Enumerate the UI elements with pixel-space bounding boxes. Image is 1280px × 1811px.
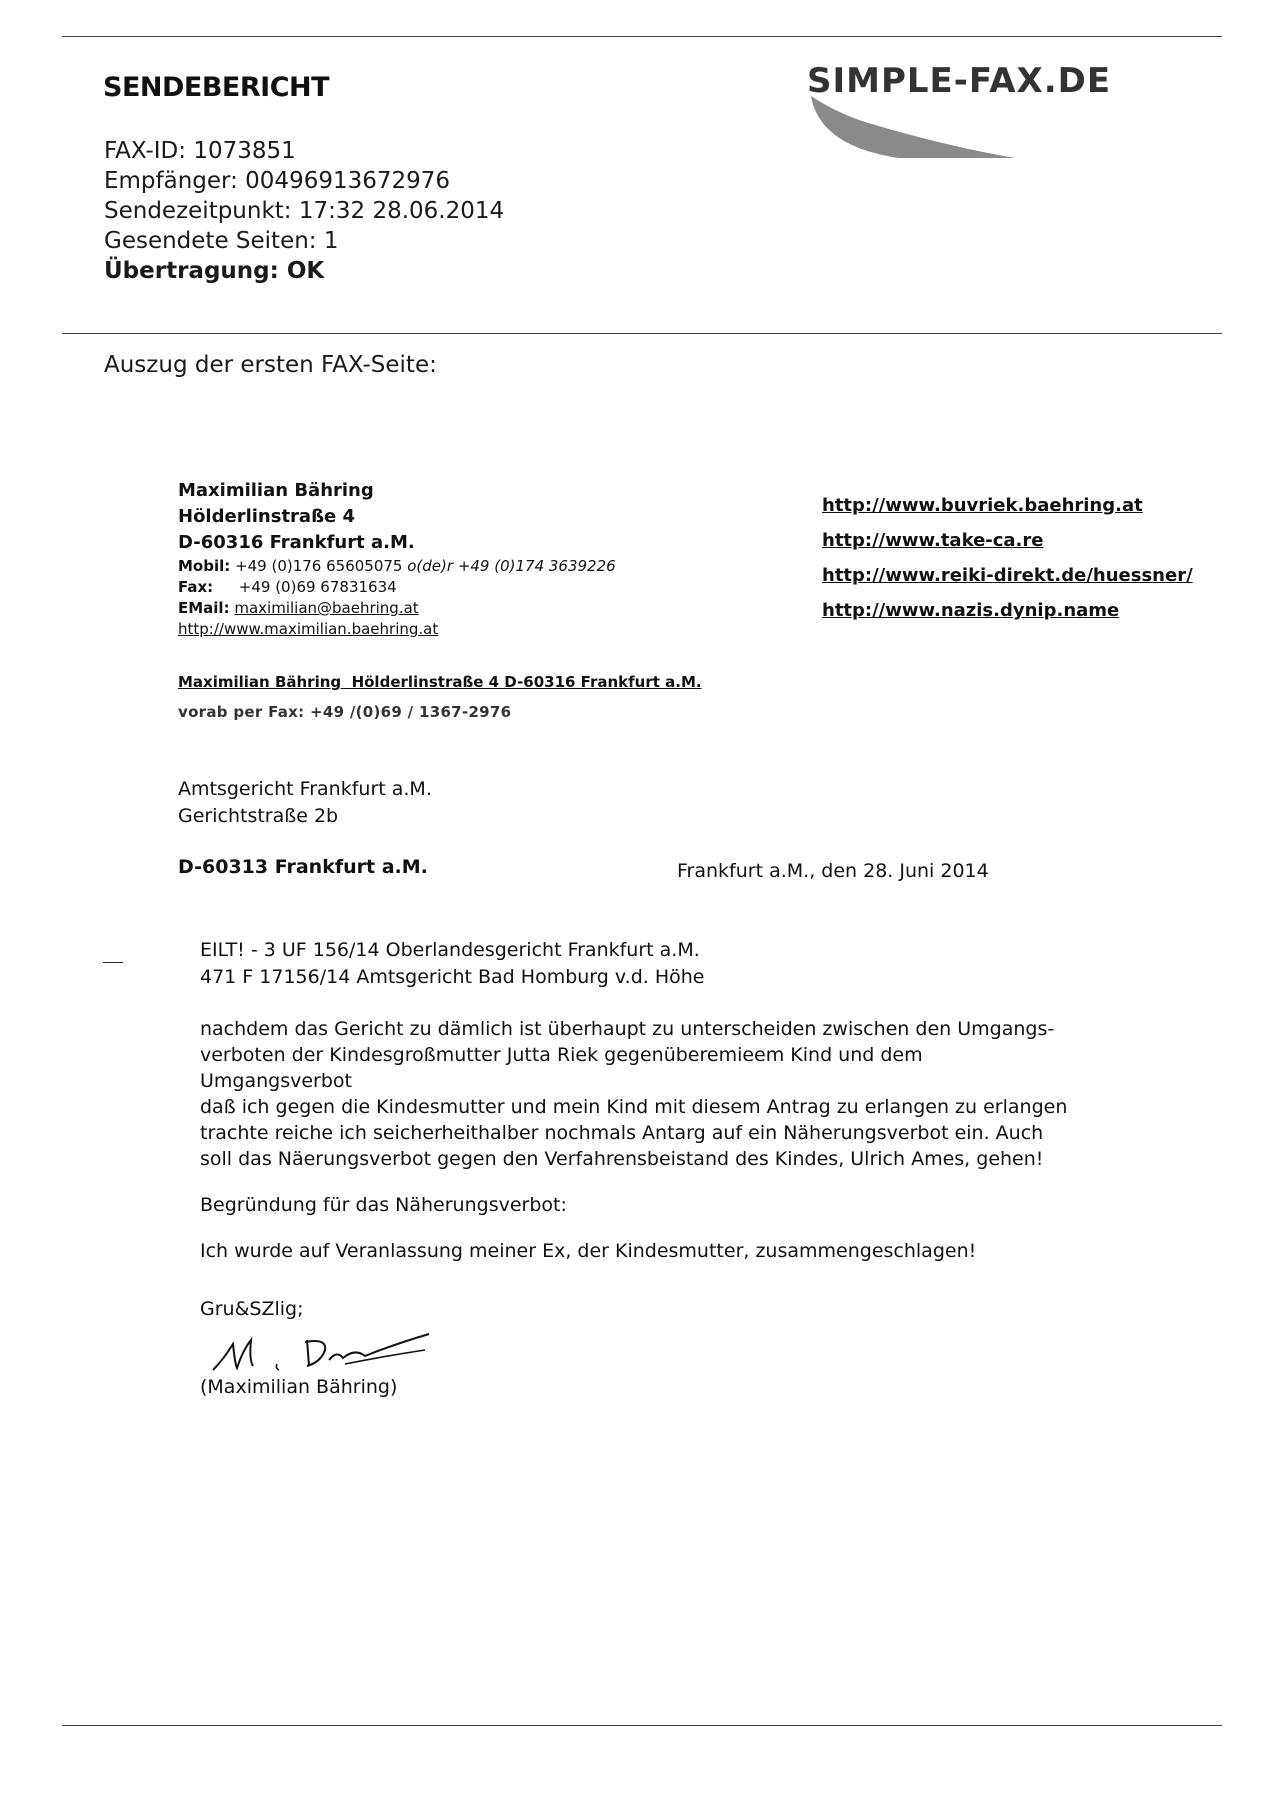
recipient-address [178, 776, 432, 830]
report-title: SENDEBERICHT [103, 72, 330, 103]
email-link[interactable]: maximilian@baehring.at [234, 599, 419, 617]
link-list [822, 488, 1193, 628]
sender-website-link[interactable]: http://www.maximilian.baehring.at [178, 620, 439, 638]
reference-line-1: EILT! - 3 UF 156/14 Oberlandesgericht Frankfurt a.M. [200, 939, 700, 961]
report-meta [104, 136, 504, 286]
paragraph-3: Ich wurde auf Veranlassung meiner Ex, der Kindesmutter, zusammengeschlagen! [200, 1240, 977, 1262]
link-reiki[interactable]: http://www.reiki-direkt.de/huessner/ [822, 565, 1193, 586]
letter-date: Frankfurt a.M., den 28. Juni 2014 [677, 860, 989, 882]
sender-block [178, 478, 415, 556]
fold-mark [103, 962, 123, 963]
email-line: EMail: maximilian@baehring.at [178, 599, 419, 617]
link-take-care[interactable]: http://www.take-ca.re [822, 530, 1044, 551]
closing-line: Gru&SZlig; [200, 1298, 304, 1320]
sender-contact [178, 556, 616, 640]
return-address: Maximilian Bähring Hölderlinstraße 4 D-60316 Frankfurt a.M. [178, 673, 702, 691]
transmission-status: Übertragung: OK [104, 258, 325, 284]
letter-body [200, 1016, 1080, 1284]
paragraph-1: nachdem das Gericht zu dämlich ist überhaupt zu unterscheiden zwischen den Umgangs- verboten der Kindesgroßmutter Jutta Riek gegenüberemieem Kind und dem Umgangsverbot daß ich gegen die Kindesmutter und mein Kind mit diesem Antrag zu erlangen zu erlangen trachte reiche ich seicherheithalber nochmals Antarg auf ein Näherungsverbot ein. Auch soll das Näerungsverbot gegen den Verfahrensbeistand des Kindes, Ulrich Ames, gehen! [200, 1018, 1068, 1170]
logo-swoosh [811, 96, 1015, 158]
simple-fax-logo [805, 58, 1225, 158]
pages-sent: Gesendete Seiten: 1 [104, 228, 339, 254]
link-buvriek[interactable]: http://www.buvriek.baehring.at [822, 495, 1143, 516]
recipient-number: Empfänger: 00496913672976 [104, 168, 451, 194]
vorab-fax-line: vorab per Fax: +49 /(0)69 / 1367-2976 [178, 703, 512, 721]
link-nazis[interactable]: http://www.nazis.dynip.name [822, 600, 1120, 621]
paragraph-2: Begründung für das Näherungsverbot: [200, 1194, 567, 1216]
middle-rule [62, 333, 1222, 334]
recipient-name: Amtsgericht Frankfurt a.M. [178, 778, 432, 800]
sender-name: Maximilian Bähring [178, 480, 374, 501]
fax-id: FAX-ID: 1073851 [104, 138, 296, 164]
bottom-rule [62, 1725, 1222, 1726]
reference-lines [200, 937, 704, 991]
fax-line: Fax: +49 (0)69 67831634 [178, 578, 397, 596]
excerpt-heading: Auszug der ersten FAX-Seite: [104, 352, 437, 378]
send-time: Sendezeitpunkt: 17:32 28.06.2014 [104, 198, 505, 224]
sender-city: D-60316 Frankfurt a.M. [178, 532, 415, 553]
signature-image [205, 1320, 435, 1380]
signature-name: (Maximilian Bähring) [200, 1376, 398, 1398]
reference-line-2: 471 F 17156/14 Amtsgericht Bad Homburg v.d. Höhe [200, 966, 705, 988]
sender-street: Hölderlinstraße 4 [178, 506, 356, 527]
recipient-city: D-60313 Frankfurt a.M. [178, 856, 428, 878]
logo-text: SIMPLE-FAX.DE [807, 61, 1112, 101]
recipient-street: Gerichtstraße 2b [178, 805, 339, 827]
mobil-line: Mobil: +49 (0)176 65605075 o(de)r +49 (0)174 3639226 [178, 557, 616, 575]
top-rule [62, 36, 1222, 37]
